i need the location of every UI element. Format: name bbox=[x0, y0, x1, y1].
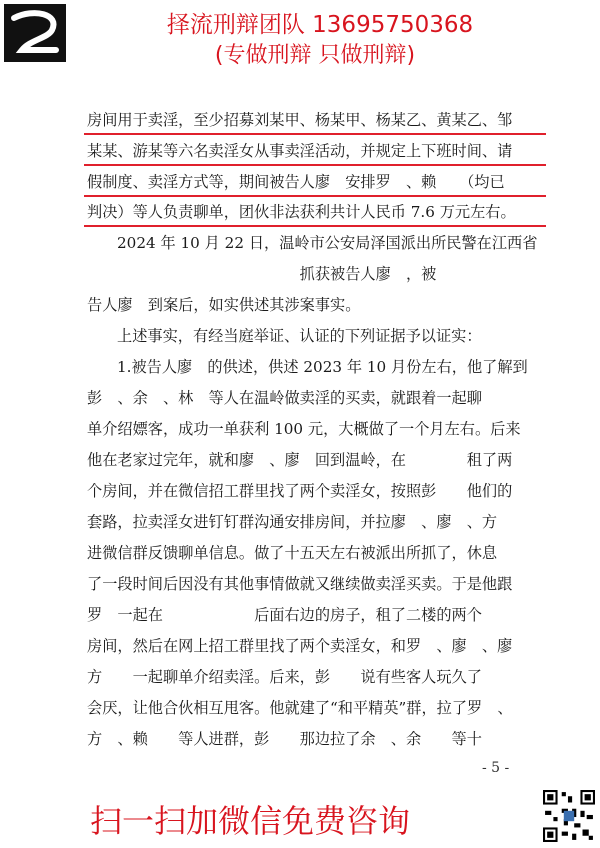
page-number: - 5 - bbox=[482, 760, 510, 776]
highlight-underline bbox=[84, 195, 546, 197]
body-line: 告人廖 到案后，如实供述其涉案事实。 bbox=[87, 296, 361, 314]
header-slogan-line: (专做刑辩 只做刑辩) bbox=[214, 43, 416, 68]
body-line: 1.被告人廖 的供述，供述 2023 年 10 月份左右，他了解到 bbox=[117, 358, 528, 376]
body-line: 彭 、余 、林 等人在温岭做卖淫的买卖，就跟着一起聊 bbox=[87, 389, 482, 407]
body-line: 方 、赖 等人进群，彭 那边拉了余 、余 等十 bbox=[87, 730, 482, 748]
body-line: 套路，拉卖淫女进钉钉群沟通安排房间，并拉廖 、廖 、方 bbox=[87, 513, 498, 531]
qr-code-icon bbox=[543, 790, 595, 842]
body-line: 进微信群反馈聊单信息。做了十五天左右被派出所抓了，休息 bbox=[87, 544, 498, 562]
body-line: 某某、游某等六名卖淫女从事卖淫活动，并规定上下班时间、请 bbox=[87, 142, 513, 160]
body-line: 判决）等人负责聊单，团伙非法获利共计人民币 7.6 万元左右。 bbox=[87, 203, 516, 221]
body-line: 房间用于卖淫，至少招募刘某甲、杨某甲、杨某乙、黄某乙、邹 bbox=[87, 111, 513, 129]
body-line: 他在老家过完年，就和廖 、廖 回到温岭，在 租了两 bbox=[87, 451, 513, 469]
body-line: 会厌，让他合伙相互甩客。他就建了“和平精英”群，拉了罗 、 bbox=[87, 699, 513, 717]
body-line: 方 一起聊单介绍卖淫。后来，彭 说有些客人玩久了 bbox=[87, 668, 482, 686]
body-line: 了一段时间后因没有其他事情做就又继续做卖淫买卖。于是他跟 bbox=[87, 575, 513, 593]
highlight-underline bbox=[84, 164, 546, 166]
body-line: 2024 年 10 月 22 日，温岭市公安局泽国派出所民警在江西省 bbox=[117, 234, 538, 252]
body-line: 假制度、卖淫方式等，期间被告人廖 安排罗 、赖 （均已 bbox=[87, 173, 505, 191]
highlight-underline bbox=[84, 225, 546, 227]
footer-consult-text: 扫一扫加微信免费咨询 bbox=[90, 802, 411, 840]
body-line: 房间，然后在网上招工群里找了两个卖淫女，和罗 、廖 、廖 bbox=[87, 637, 513, 655]
body-line: 罗 一起在 后面右边的房子，租了二楼的两个 bbox=[87, 606, 482, 624]
body-line: 单介绍嫖客，成功一单获利 100 元，大概做了一个月左右。后来 bbox=[87, 420, 521, 438]
body-line: 抓获被告人廖 ，被 bbox=[87, 265, 437, 283]
highlight-underline bbox=[84, 133, 546, 135]
body-line: 个房间，并在微信招工群里找了两个卖淫女，按照彭 他们的 bbox=[87, 482, 513, 500]
header-phone-line: 择流刑辩团队 13695750368 bbox=[166, 12, 474, 38]
body-line: 上述事实，有经当庭举证、认证的下列证据予以证实： bbox=[117, 327, 482, 345]
